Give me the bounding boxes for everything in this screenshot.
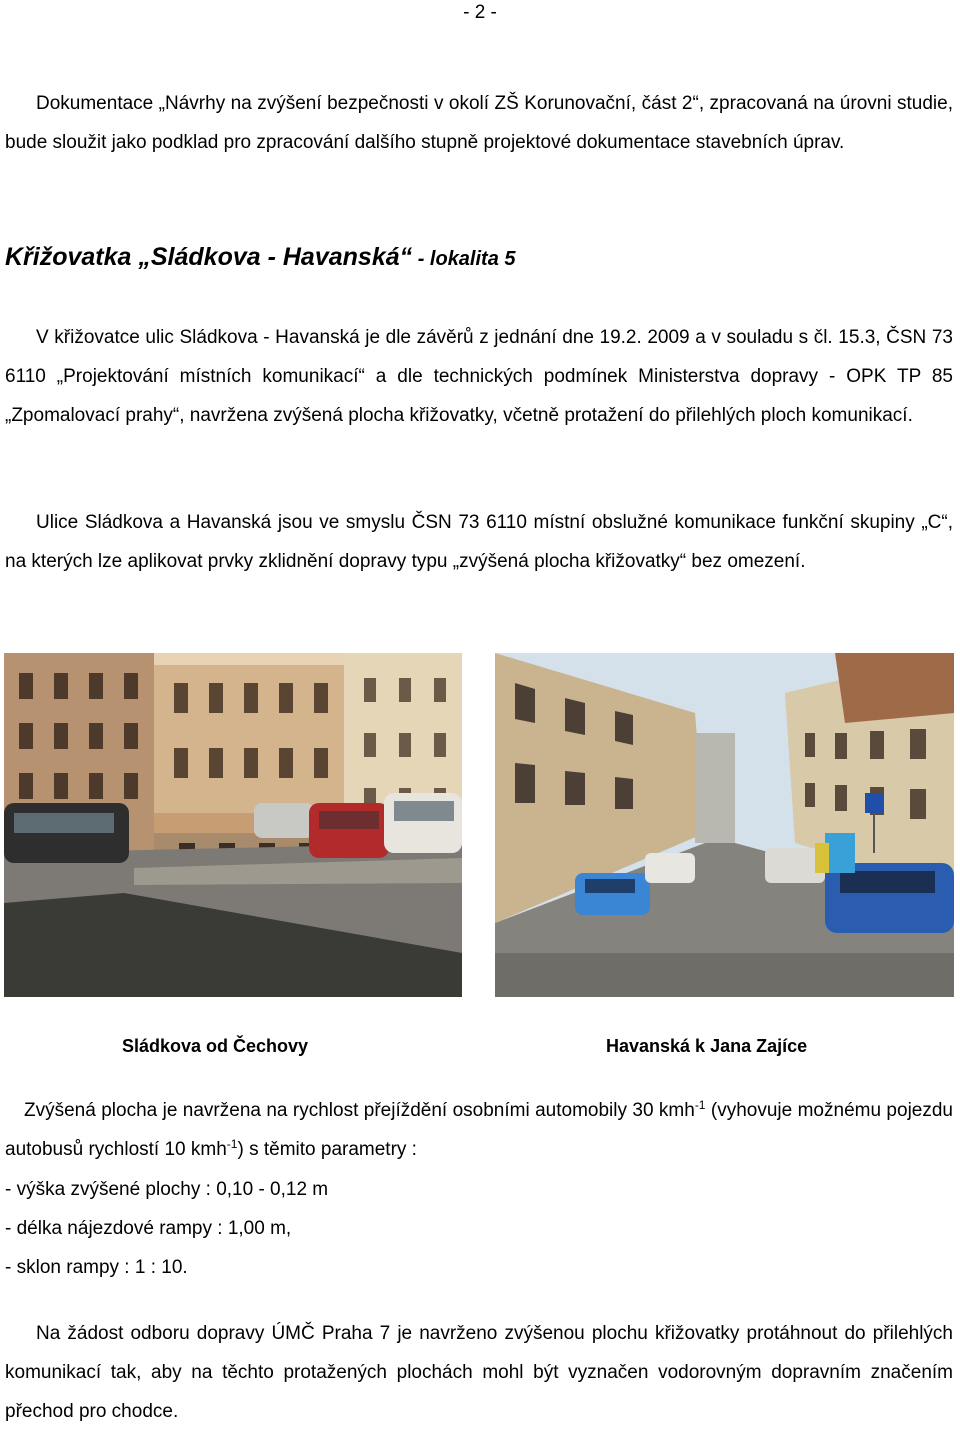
paragraph-part-1: Zvýšená plocha je navržena na rychlost přejíždění osobními automobily 30 kmh [24, 1100, 695, 1121]
car-white-left [645, 853, 695, 883]
parameter-ramp-slope: - sklon rampy : 1 : 10. [5, 1257, 188, 1278]
photo-sladkova-illustration [4, 653, 462, 997]
paragraph-street-category: Ulice Sládkova a Havanská jsou ve smyslu ČSN 73 6110 místní obslužné komunikace funkční skupiny „C“, na kterých lze aplikovat prvky zklidnění dopravy typu „zvýšená plocha křižovatky“ bez omezení. [5, 512, 953, 572]
paragraph-part-2: (vyhovuje možnému pojezdu autobusů rychlostí 10 kmh [5, 1100, 953, 1160]
paragraph-parameters-intro [5, 1091, 953, 1169]
page-number: - 2 - [463, 2, 497, 23]
paragraph-crossing: Na žádost odboru dopravy ÚMČ Praha 7 je navrženo zvýšenou plochu křižovatky protáhnout do přilehlých komunikací tak, aby na těchto protažených plochách mohl být vyznačen vodorovným dopravním značením přechod pro chodce. [5, 1323, 953, 1422]
section-title-suffix: - lokalita 5 [412, 248, 516, 270]
photo-havanska-illustration [495, 653, 954, 997]
intro-paragraph: Dokumentace „Návrhy na zvýšení bezpečnosti v okolí ZŠ Korunovační, část 2“, zpracovaná na úrovni studie, bude sloužit jako podklad pro zpracování dalšího stupně projektové dokumentace stavebních úprav. [5, 93, 953, 153]
paragraph-design: V křižovatce ulic Sládkova - Havanská je dle závěrů z jednání dne 19.2. 2009 a v souladu s čl. 15.3, ČSN 73 6110 „Projektování místních komunikací“ a dle technických podmínek Ministerstva dopravy - OPK TP 85 „Zpomalovací prahy“, navržena zvýšená plocha křižovatky, včetně protažení do přilehlých ploch komunikací. [5, 327, 953, 426]
caption-right-photo: Havanská k Jana Zajíce [606, 1036, 808, 1056]
recycling-bin [825, 833, 855, 873]
superscript-1: -1 [694, 1098, 706, 1112]
caption-left-photo: Sládkova od Čechovy [122, 1036, 309, 1056]
parameter-ramp-length: - délka nájezdové rampy : 1,00 m, [5, 1218, 292, 1239]
superscript-2: -1 [226, 1137, 238, 1151]
parameter-height: - výška zvýšené plochy : 0,10 - 0,12 m [5, 1179, 329, 1200]
section-title: Křižovatka „Sládkova - Havanská“ [5, 243, 413, 271]
car-silver [254, 803, 314, 838]
photo-havanska [495, 653, 954, 997]
paragraph-part-3: ) s těmito parametry : [237, 1139, 417, 1160]
photo-sladkova [4, 653, 462, 997]
section-heading [5, 243, 516, 272]
building-corner [154, 653, 344, 813]
